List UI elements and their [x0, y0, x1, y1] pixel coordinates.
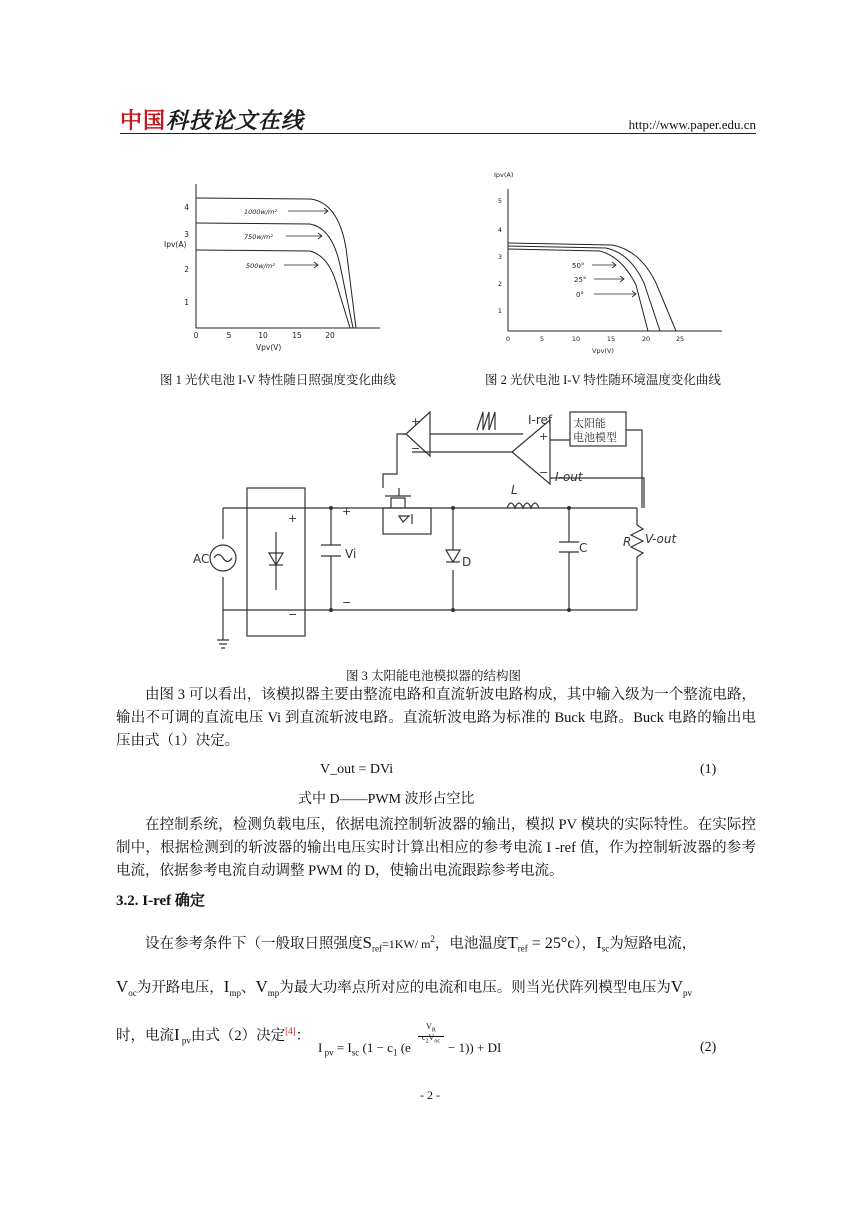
resistor-r: [631, 525, 643, 557]
fig2-label-25: 25°: [574, 276, 587, 284]
fig1-label-1000: 1000w/m²: [244, 208, 277, 216]
fig1-label-750: 750w/m²: [244, 233, 273, 241]
label-iref: I-ref: [528, 413, 553, 427]
fig1-xtick-5: 5: [226, 331, 232, 340]
label-d: D: [462, 555, 472, 569]
fig2-label-50: 50°: [572, 262, 585, 270]
fig1-xtick-20: 20: [325, 331, 335, 340]
page-number: - 2 -: [420, 1088, 440, 1102]
figure-1-caption: 图 1 光伏电池 I-V 特性随日照强度变化曲线: [160, 373, 396, 387]
logo-red-text: 中国: [120, 109, 167, 134]
fig2-xtick-25: 25: [675, 335, 685, 343]
label-minus-amp: −: [539, 466, 549, 479]
fig2-ytick-2: 2: [497, 280, 502, 288]
fig1-xtick-0: 0: [193, 331, 199, 340]
header-divider: [120, 133, 756, 134]
fig2-xtick-10: 10: [571, 335, 581, 343]
figure-3-circuit: [185, 400, 677, 658]
fig2-ytick-5: 5: [497, 197, 502, 205]
header-url[interactable]: http://www.paper.edu.cn: [628, 117, 756, 132]
paragraph-1: 由图 3 可以看出，该模拟器主要由整流电路和直流斩波电路构成，其中输入级为一个整流电路，输出不可调的直流电压 Vi 到直流斩波电路。直流斩波电路为标准的 Buck 电路。Buck 电路的输出电压由式（1）决定。: [116, 687, 756, 749]
fig1-curve-750: [196, 223, 353, 328]
fig1-ytick-1: 1: [184, 298, 189, 307]
figure-3-caption: 图 3 太阳能电池模拟器的结构图: [346, 669, 522, 683]
figure-2-caption: 图 2 光伏电池 I-V 特性随环境温度变化曲线: [485, 373, 721, 387]
label-ac: AC: [193, 552, 210, 566]
section-heading: 3.2. I-ref 确定: [116, 893, 205, 909]
label-plus-vi: +: [342, 505, 352, 518]
paragraph-3: 设在参考条件下（一般取日照强度$S_{ref}=1KW/$ $m^2$，电池温度$T_{ref} = 25^\circ c$），$I_{sc}$为短路电流， $V_{oc}$为开路电压，$I_{mp}$、$V_{mp}$为最大功率点所对应的电流和电压。则当光伏阵列模型电压为$V_{pv}$ 时，电流I $_{pv}$由式（2）决定[4]：: [116, 932, 697, 1046]
fig2-xlabel: Vpv(V): [592, 347, 614, 355]
fig1-ytick-4: 4: [184, 203, 189, 212]
logo-black-text: 科技论文在线: [166, 109, 305, 134]
label-c: C: [579, 541, 588, 555]
fig1-xtick-10: 10: [258, 331, 268, 340]
label-plus-amp: +: [539, 430, 549, 443]
equation-1: V_out = DVi: [320, 762, 394, 777]
equation-2-number: (2): [700, 1040, 717, 1055]
fig2-xtick-5: 5: [539, 335, 545, 343]
label-model-2: 电池模型: [573, 431, 617, 444]
fig1-curve-1000: [196, 198, 356, 328]
fig1-ytick-2: 2: [184, 265, 189, 274]
fig1-ytick-3: 3: [184, 230, 189, 239]
label-iout: I-out: [555, 470, 583, 484]
fig2-label-0: 0°: [576, 291, 584, 299]
label-model-1: 太阳能: [573, 417, 606, 430]
figure-1-chart: [150, 170, 390, 360]
label-minus-rectifier: −: [288, 608, 298, 621]
fig2-ytick-4: 4: [497, 226, 502, 234]
fig2-xtick-20: 20: [641, 335, 651, 343]
label-r: R: [623, 535, 632, 549]
journal-logo: [120, 104, 304, 135]
fig2-xtick-0: 0: [505, 335, 511, 343]
label-plus-comp: +: [411, 415, 421, 428]
label-minus-vi: −: [342, 596, 352, 609]
paragraph-2: 在控制系统，检测负载电压，依据电流控制斩波器的输出，模拟 PV 模块的实际特性。在实际控制中，根据检测到的斩波器的输出电压实时计算出相应的参考电流 I -ref 值，作为控制斩波器的参考电流，依据参考电流自动调整 PWM 的 D，使输出电流跟踪参考电流。: [116, 817, 756, 879]
label-minus-comp: −: [411, 442, 421, 455]
equation-1-note: 式中 D——PWM 波形占空比: [298, 792, 475, 807]
sawtooth: [477, 412, 495, 430]
fig2-ytick-3: 3: [497, 253, 502, 261]
label-plus-rectifier: +: [288, 512, 298, 525]
fig1-label-500: 500w/m²: [246, 262, 275, 270]
figure-2-chart: [490, 165, 730, 360]
label-vout: V-out: [645, 532, 677, 546]
fig2-curve-0: [508, 243, 676, 331]
fig2-ytick-1: 1: [497, 307, 502, 315]
equation-2: I $_{pv} = I_{sc}$ ($1 - c_1$ (e $V_R$ $c_2V_{oc}$ − 1)) + DI: [318, 1022, 502, 1058]
switch-block: [383, 508, 431, 534]
equation-1-number: (1): [700, 762, 717, 777]
fig2-xtick-15: 15: [606, 335, 616, 343]
fig2-ylabel: Ipv(A): [494, 171, 514, 179]
label-l: L: [511, 483, 518, 497]
inductor-l: [507, 503, 539, 508]
fig1-ylabel: Ipv(A): [164, 240, 187, 249]
fig1-xlabel: Vpv(V): [256, 343, 282, 352]
fig1-xtick-15: 15: [292, 331, 302, 340]
label-vi: Vi: [345, 547, 357, 561]
